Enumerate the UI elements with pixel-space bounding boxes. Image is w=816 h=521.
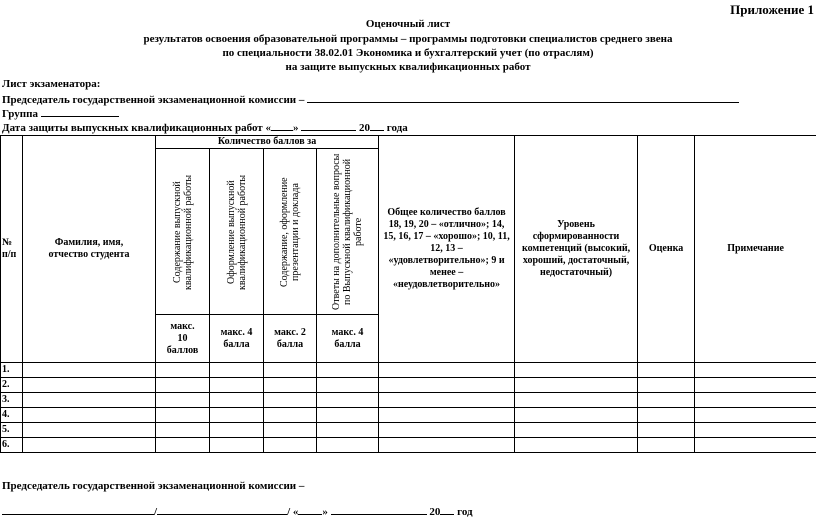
examiner-sheet-label	[2, 78, 100, 91]
grade-cell[interactable]	[638, 408, 695, 423]
row-number: 2.	[1, 378, 23, 393]
total-cell[interactable]	[379, 438, 515, 453]
criterion-1-max: макс. 10 баллов	[156, 315, 210, 363]
header-competency-level: Уровень сформированности компетенций (высокий, хороший, достаточный, недостаточный)	[515, 136, 638, 363]
criterion-1-cell[interactable]	[156, 378, 210, 393]
document-subtitle-line-3: по специальности 38.02.01 Экономика и бухгалтерский учет (по отраслям)	[222, 47, 594, 59]
signature-year-blank[interactable]	[440, 504, 454, 515]
criterion-1-cell[interactable]	[156, 438, 210, 453]
criterion-4-label: Ответы на дополнительные вопросы по Выпускной квалификационной работе	[331, 153, 365, 310]
grade-cell[interactable]	[638, 378, 695, 393]
criterion-1-label: Содержание выпускной квалификационной работы	[171, 173, 194, 290]
defense-day-blank[interactable]	[271, 120, 293, 131]
defense-month-blank[interactable]	[301, 120, 356, 131]
row-number: 4.	[1, 408, 23, 423]
row-number: 5.	[1, 423, 23, 438]
level-cell[interactable]	[515, 393, 638, 408]
total-cell[interactable]	[379, 393, 515, 408]
signature-day-blank[interactable]	[298, 504, 322, 515]
header-criterion-2	[210, 149, 264, 315]
note-cell[interactable]	[695, 423, 816, 438]
header-grade: Оценка	[638, 136, 695, 363]
criterion-4-cell[interactable]	[317, 408, 379, 423]
criterion-2-cell[interactable]	[210, 378, 264, 393]
row-number: 6.	[1, 438, 23, 453]
student-name-cell[interactable]	[23, 378, 156, 393]
group-blank[interactable]	[41, 106, 119, 117]
note-cell[interactable]	[695, 438, 816, 453]
note-cell[interactable]	[695, 393, 816, 408]
note-cell[interactable]	[695, 408, 816, 423]
signature-date-open: / «	[287, 506, 299, 518]
criterion-2-cell[interactable]	[210, 423, 264, 438]
criterion-4-cell[interactable]	[317, 363, 379, 378]
grade-cell[interactable]	[638, 438, 695, 453]
header-student-name: Фамилия, имя, отчество студента	[23, 136, 156, 363]
table-row	[1, 363, 816, 378]
document-subtitle-line-4: на защите выпускных квалификационных работ	[285, 61, 531, 73]
footer-signature-line	[2, 504, 473, 518]
document-subtitle-line-2: результатов освоения образовательной программы – программы подготовки специалистов среднего звена	[143, 33, 673, 45]
header-criterion-4	[317, 149, 379, 315]
criterion-4-cell[interactable]	[317, 438, 379, 453]
criterion-2-cell[interactable]	[210, 363, 264, 378]
criterion-1-cell[interactable]	[156, 363, 210, 378]
evaluation-table	[0, 135, 816, 453]
grade-cell[interactable]	[638, 423, 695, 438]
criterion-3-cell[interactable]	[264, 438, 317, 453]
criterion-2-max: макс. 4 балла	[210, 315, 264, 363]
criterion-3-cell[interactable]	[264, 423, 317, 438]
criterion-1-cell[interactable]	[156, 408, 210, 423]
chairman-line	[2, 92, 739, 107]
criterion-1-cell[interactable]	[156, 393, 210, 408]
student-name-cell[interactable]	[23, 363, 156, 378]
criterion-3-cell[interactable]	[264, 408, 317, 423]
group-line	[2, 106, 119, 121]
criterion-2-cell[interactable]	[210, 393, 264, 408]
defense-date-quote: »	[292, 122, 299, 134]
criterion-2-cell[interactable]	[210, 408, 264, 423]
total-cell[interactable]	[379, 363, 515, 378]
document-title: Оценочный лист	[365, 18, 451, 30]
criterion-3-max: макс. 2 балла	[264, 315, 317, 363]
criterion-4-cell[interactable]	[317, 393, 379, 408]
criterion-3-cell[interactable]	[264, 378, 317, 393]
header-points-group: Количество баллов за	[156, 136, 379, 149]
student-name-cell[interactable]	[23, 423, 156, 438]
table-row	[1, 393, 816, 408]
examiner-sheet-text: Лист экзаменатора:	[2, 78, 101, 90]
signature-year-suffix: год	[457, 506, 473, 518]
signature-date-close: »	[322, 506, 328, 518]
header-criterion-1	[156, 149, 210, 315]
criterion-4-cell[interactable]	[317, 423, 379, 438]
defense-date-label: Дата защиты выпускных квалификационных работ «	[2, 122, 271, 134]
table-row	[1, 378, 816, 393]
appendix-label: Приложение 1	[730, 2, 814, 17]
table-row	[1, 408, 816, 423]
signature-slash: /	[154, 506, 158, 518]
defense-year-blank[interactable]	[370, 120, 384, 131]
level-cell[interactable]	[515, 423, 638, 438]
defense-year-prefix: 20	[358, 122, 370, 134]
defense-date-line	[2, 120, 408, 135]
row-number: 3.	[1, 393, 23, 408]
row-number: 1.	[1, 363, 23, 378]
criterion-2-cell[interactable]	[210, 438, 264, 453]
criterion-4-cell[interactable]	[317, 378, 379, 393]
total-cell[interactable]	[379, 408, 515, 423]
student-name-cell[interactable]	[23, 408, 156, 423]
chairman-blank[interactable]	[307, 92, 739, 103]
header-num: № п/п	[1, 136, 23, 363]
signature-month-blank[interactable]	[331, 504, 427, 515]
grade-cell[interactable]	[638, 393, 695, 408]
student-name-cell[interactable]	[23, 393, 156, 408]
level-cell[interactable]	[515, 408, 638, 423]
signature-blank[interactable]	[2, 504, 154, 515]
level-cell[interactable]	[515, 438, 638, 453]
grade-cell[interactable]	[638, 363, 695, 378]
criterion-3-label: Содержание, оформление презентации и доклада	[279, 176, 301, 287]
header-criterion-3	[264, 149, 317, 315]
note-cell[interactable]	[695, 363, 816, 378]
level-cell[interactable]	[515, 378, 638, 393]
defense-year-suffix: года	[386, 122, 408, 134]
note-cell[interactable]	[695, 378, 816, 393]
student-name-cell[interactable]	[23, 438, 156, 453]
criterion-3-cell[interactable]	[264, 393, 317, 408]
header-note: Примечание	[695, 136, 816, 363]
chairman-label: Председатель государственной экзаменационной комиссии –	[2, 94, 305, 106]
total-cell[interactable]	[379, 423, 515, 438]
level-cell[interactable]	[515, 363, 638, 378]
footer-chairman: Председатель государственной экзаменационной комиссии –	[2, 480, 305, 492]
criterion-2-label: Оформление выпускной квалификационной работы	[225, 173, 248, 290]
table-row	[1, 423, 816, 438]
group-label: Группа	[2, 108, 38, 120]
criterion-3-cell[interactable]	[264, 363, 317, 378]
criterion-1-cell[interactable]	[156, 423, 210, 438]
criterion-4-max: макс. 4 балла	[317, 315, 379, 363]
header-total-points: Общее количество баллов 18, 19, 20 – «отлично»; 14, 15, 16, 17 – «хорошо»; 10, 11, 12, 13 – «удовлетворительно»; 9 и менее – «неудовлетворительно»	[379, 136, 515, 363]
total-cell[interactable]	[379, 378, 515, 393]
table-row	[1, 438, 816, 453]
signature-year-prefix: 20	[429, 506, 441, 518]
name-blank[interactable]	[157, 504, 287, 515]
